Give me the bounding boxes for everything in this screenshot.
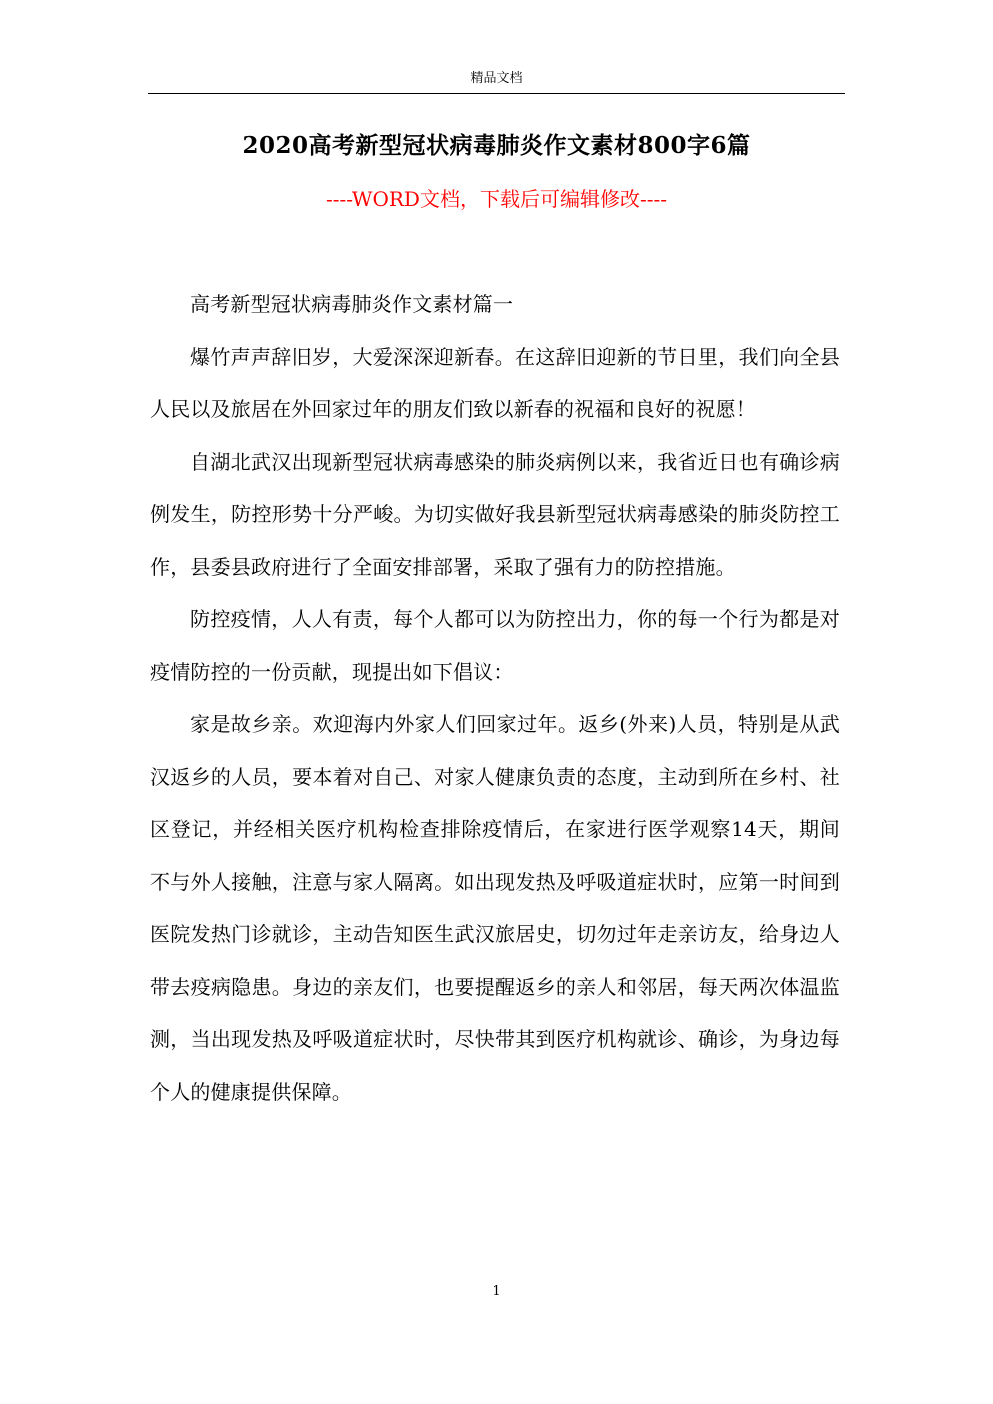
section-heading: 高考新型冠状病毒肺炎作文素材篇一 bbox=[190, 292, 514, 316]
page-header: 精品文档 bbox=[470, 71, 523, 86]
body-paragraph: 爆竹声声辞旧岁，大爱深深迎新春。在这辞旧迎新的节日里，我们向全县人民以及旅居在外回家过年的朋友们致以新春的祝福和良好的祝愿！ bbox=[150, 344, 840, 421]
document-title: 2020高考新型冠状病毒肺炎作文素材800字6篇 bbox=[242, 132, 751, 159]
header-divider bbox=[148, 93, 845, 94]
body-paragraph: 家是故乡亲。欢迎海内外家人们回家过年。返乡(外来)人员，特别是从武汉返乡的人员，要本着对自己、对家人健康负责的态度，主动到所在乡村、社区登记，并经相关医疗机构检查排除疫情后，在家进行医学观察14天，期间不与外人接触，注意与家人隔离。如出现发热及呼吸道症状时，应第一时间到医院发热门诊就诊，主动告知医生武汉旅居史，切勿过年走亲访友，给身边人带去疫病隐患。身边的亲友们，也要提醒返乡的亲人和邻居，每天两次体温监测，当出现发热及呼吸道症状时，尽快带其到医疗机构就诊、确诊，为身边每个人的健康提供保障。 bbox=[150, 712, 840, 1104]
body-paragraph: 自湖北武汉出现新型冠状病毒感染的肺炎病例以来，我省近日也有确诊病例发生，防控形势十分严峻。为切实做好我县新型冠状病毒感染的肺炎防控工作，县委县政府进行了全面安排部署，采取了强有力的防控措施。 bbox=[150, 449, 840, 579]
page-number: 1 bbox=[492, 1284, 501, 1299]
document-body bbox=[150, 278, 840, 1118]
body-paragraph: 防控疫情，人人有责，每个人都可以为防控出力，你的每一个行为都是对疫情防控的一份贡献，现提出如下倡议： bbox=[150, 607, 840, 684]
document-subtitle: ----WORD文档，下载后可编辑修改---- bbox=[325, 187, 667, 211]
